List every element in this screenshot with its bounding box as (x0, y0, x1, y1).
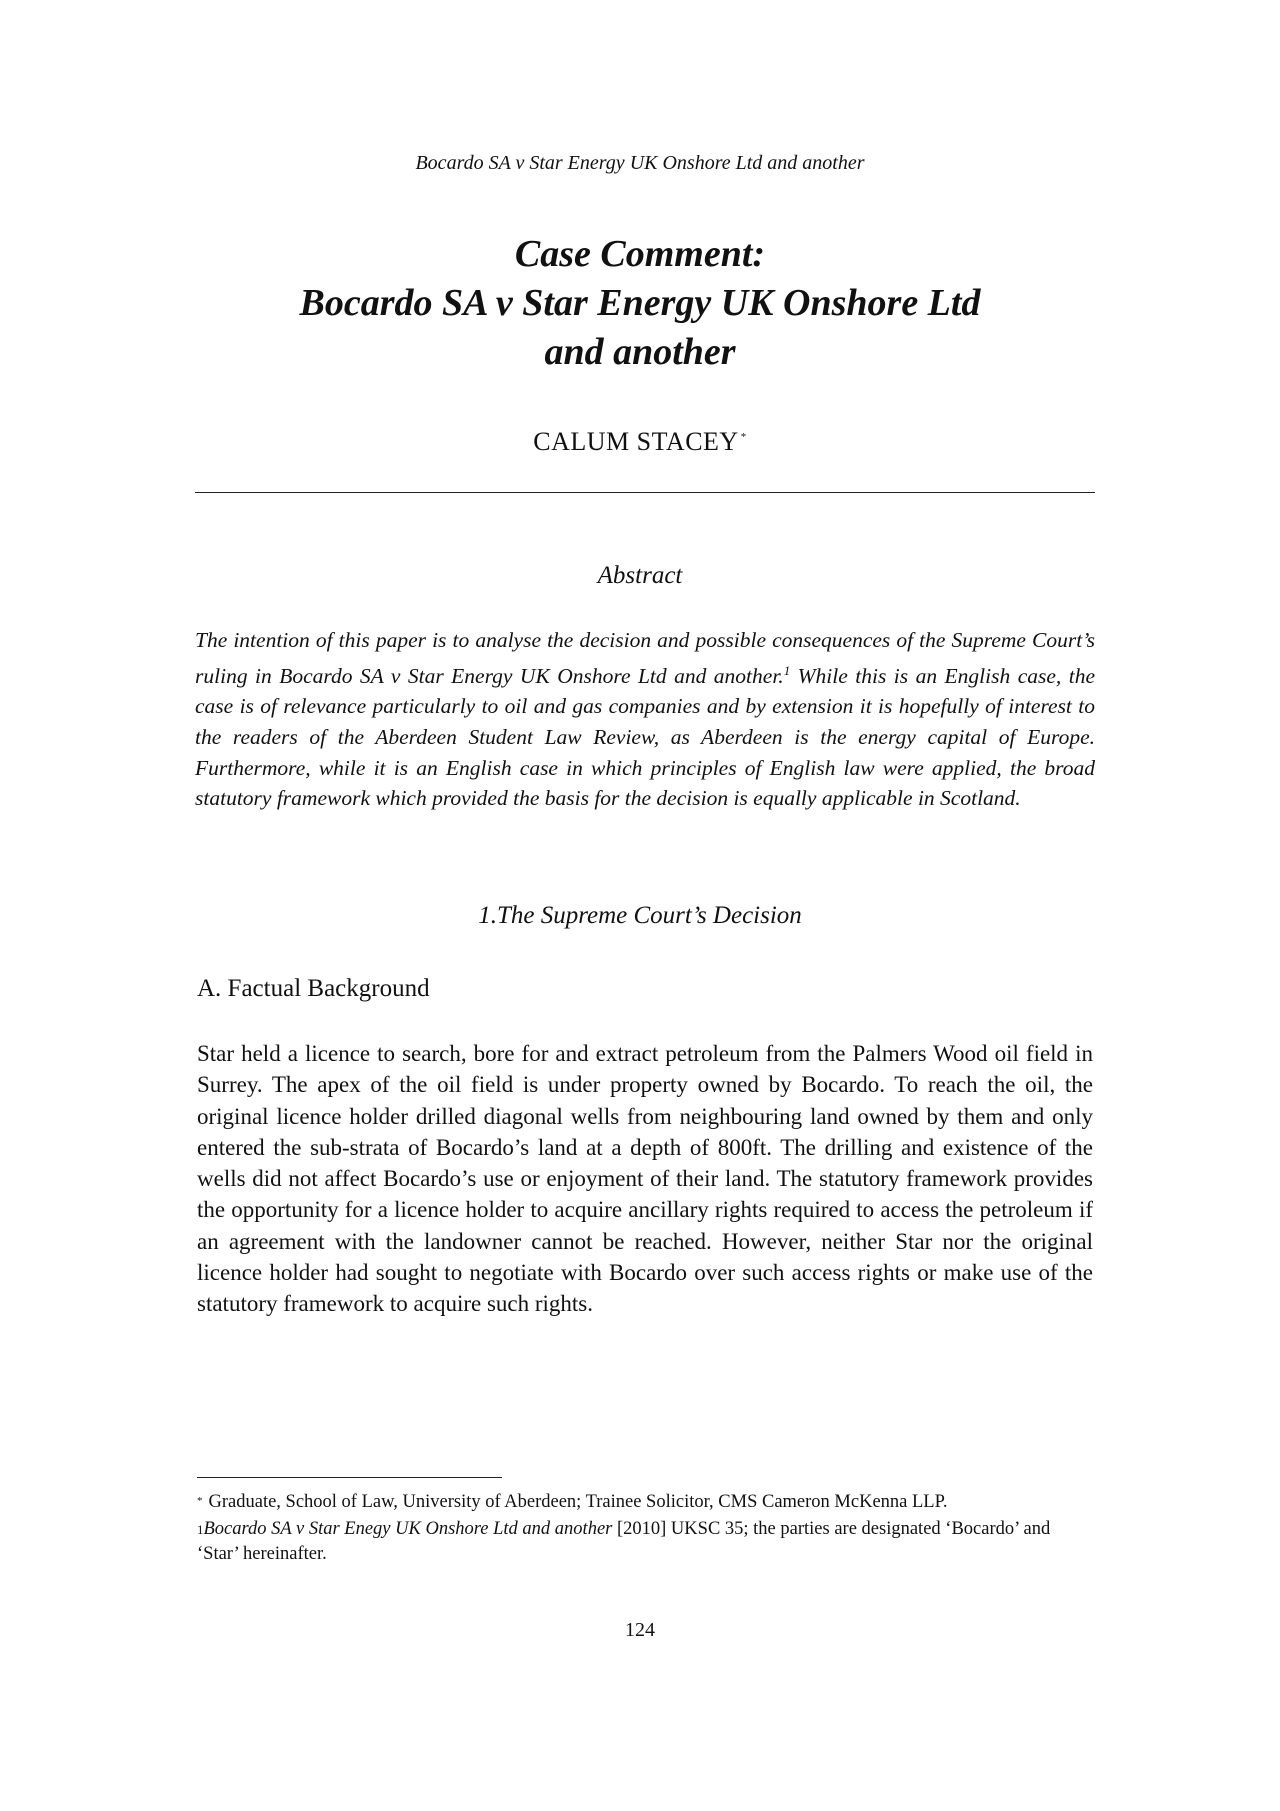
footnote-1-case-name: Bocardo SA v Star Enegy UK Onshore Ltd and another (203, 1519, 613, 1539)
footnote-1-marker: 1 (197, 1522, 204, 1537)
article-title-line-2: Bocardo SA v Star Energy UK Onshore Ltd (299, 282, 981, 324)
footnote-author (197, 1490, 1093, 1515)
author-name: CALUM STACEY (533, 427, 739, 456)
page-number: 124 (625, 1619, 655, 1641)
abstract-text-part-1: The intention of this paper is to analyse the decision and possible consequences of the Supreme Court’s ruling in Bocardo SA v Star Energy UK Onshore Ltd and another. (195, 628, 1095, 688)
abstract-footnote-marker[interactable]: 1 (783, 662, 791, 678)
footnote-1 (197, 1517, 1093, 1567)
abstract-text (195, 625, 1095, 814)
article-title-line-3: and another (544, 331, 736, 373)
article-title-line-1: Case Comment: (514, 233, 766, 275)
header-divider (195, 492, 1095, 493)
abstract-text-part-2: While this is an English case, the case is of relevance particularly to oil and gas companies and by extension it is hopefully of interest to the readers of the Aberdeen Student Law Review, as Aberdeen is the energy capital of Europe. Furthermore, while it is an English case in which principles of English law were applied, the broad statutory framework which provided the basis for the decision is equally applicable in Scotland. (195, 663, 1095, 811)
section-heading: 1.The Supreme Court’s Decision (478, 902, 802, 929)
running-header: Bocardo SA v Star Energy UK Onshore Ltd and another (415, 152, 865, 174)
footnote-divider (197, 1477, 502, 1478)
article-title (0, 230, 1280, 377)
footnote-1-text: [2010] UKSC 35; the parties are designated ‘Bocardo’ and ‘Star’ hereinafter. (197, 1519, 1051, 1564)
author-line (0, 427, 1280, 457)
body-paragraph: Star held a licence to search, bore for and extract petroleum from the Palmers Wood oil field in Surrey. The apex of the oil field is under property owned by Bocardo. To reach the oil, the original licence holder drilled diagonal wells from neighbouring land owned by them and only entered the sub-strata of Bocardo’s land at a depth of 800ft. The drilling and existence of the wells did not affect Bocardo’s use or enjoyment of their land. The statutory framework provides the opportunity for a licence holder to acquire ancillary rights required to access the petroleum if an agreement with the landowner cannot be reached. However, neither Star nor the original licence holder had sought to negotiate with Bocardo over such access rights or make use of the statutory framework to acquire such rights. (197, 1041, 1093, 1317)
abstract-heading: Abstract (597, 562, 683, 589)
footnotes (197, 1490, 1093, 1569)
footnote-author-text: Graduate, School of Law, University of Aberdeen; Trainee Solicitor, CMS Cameron McKenna LLP. (208, 1492, 948, 1512)
footnote-author-marker: * (197, 1495, 203, 1507)
author-footnote-marker[interactable]: * (740, 431, 747, 443)
subsection-heading: A. Factual Background (197, 975, 430, 1002)
